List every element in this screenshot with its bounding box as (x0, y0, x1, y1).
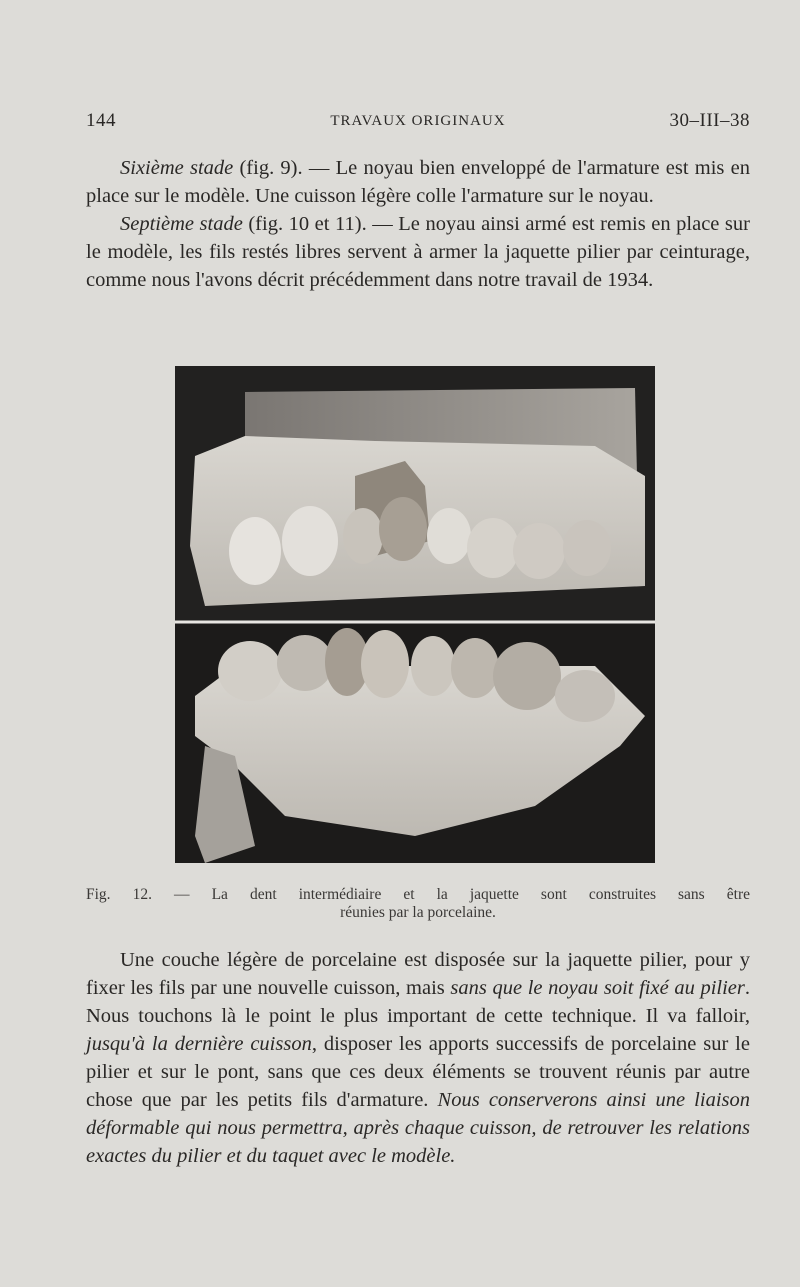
text-run: Une couche légère de porcelaine est disposée sur la jaquette pilier, pour y fixer les fils par une nouvelle cuisson, mais (86, 949, 750, 999)
dental-model-photograph (175, 366, 655, 863)
text-run: . Nous touchons là le point le plus important de cette technique. Il va falloir, (86, 977, 750, 1027)
paragraph-text: (fig. 9). — Le noyau bien enveloppé de l'armature est mis en place sur le modèle. Une cuisson légère colle l'armature sur le noyau. (86, 157, 750, 207)
italic-run: Nous conserverons ainsi une liaison déformable qui nous permettra, après chaque cuisson, de retrouver les relations exactes du pilier et du taquet avec le modèle. (86, 1089, 750, 1167)
stage-label: Septième stade (120, 213, 243, 235)
paragraph-sixth-stage (86, 154, 750, 210)
running-title: TRAVAUX ORIGINAUX (330, 113, 506, 129)
page-number: 144 (86, 110, 116, 131)
caption-line-2: réunies par la porcelaine. (340, 904, 496, 921)
caption-line-1: Fig. 12. — La dent intermédiaire et la jaquette sont construites sans être (86, 886, 750, 903)
text-run: , disposer les apports successifs de porcelaine sur le pilier et sur le pont, sans que ces deux éléments se trouvent réunis par autre chose que par les petits fils d'armature. (86, 1033, 750, 1111)
intro-paragraphs (86, 154, 750, 294)
italic-run: jusqu'à la dernière cuisson (86, 1033, 312, 1055)
body-paragraph (86, 946, 750, 1170)
stage-label: Sixième stade (120, 157, 234, 179)
photo-illustration (175, 366, 655, 863)
paragraph-text: (fig. 10 et 11). — Le noyau ainsi armé est remis en place sur le modèle, les fils restés libres servent à armer la jaquette pilier par ceinturage, comme nous l'avons décrit précédemment dans notre travail de 1934. (86, 213, 750, 291)
paragraph-seventh-stage (86, 210, 750, 294)
italic-run: sans que le noyau soit fixé au pilier (450, 977, 745, 999)
header-date: 30–III–38 (669, 110, 750, 131)
figure-caption (86, 886, 750, 922)
page-header (86, 110, 750, 136)
main-paragraph (86, 946, 750, 1170)
